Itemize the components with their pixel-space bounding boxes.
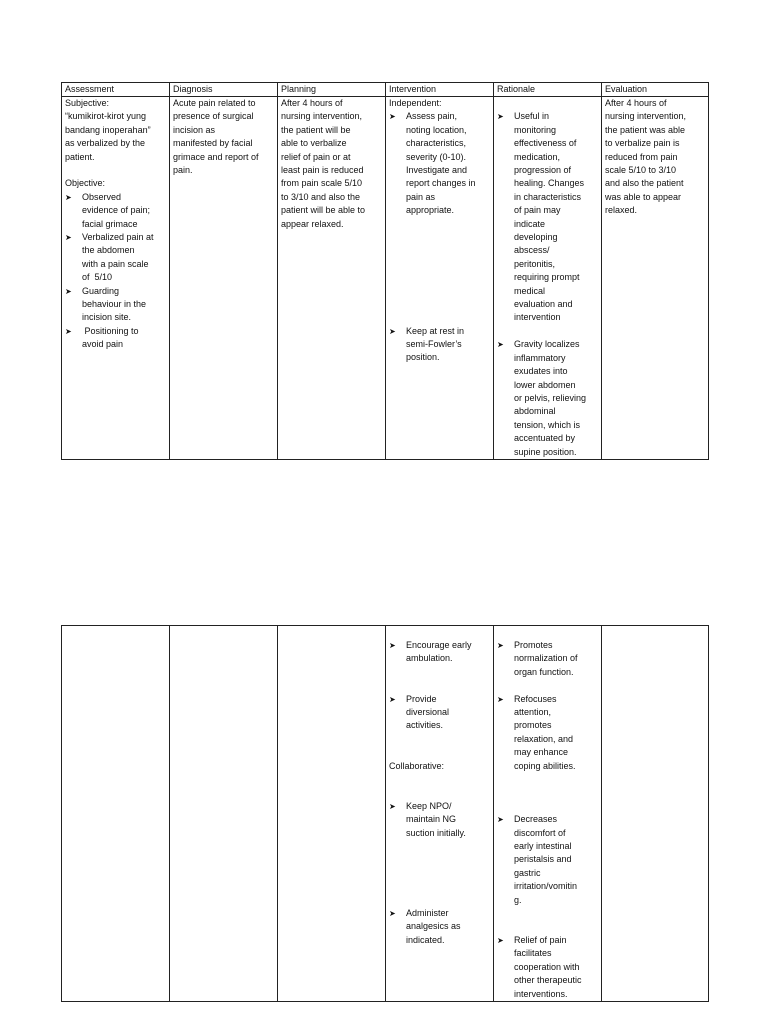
text-line: tension, which is — [514, 419, 581, 430]
independent-label: Independent: — [389, 98, 442, 108]
arrow-bullet-icon: ➤ — [497, 935, 504, 945]
arrow-bullet-icon: ➤ — [389, 694, 396, 704]
diagnosis-cell — [170, 97, 278, 460]
arrow-bullet-icon: ➤ — [497, 815, 504, 825]
text-line: gastric — [514, 867, 541, 878]
collaborative-label: Collaborative: — [389, 760, 445, 771]
text-line: characteristics, — [406, 138, 467, 149]
text-line: Gravity localizes — [514, 339, 580, 350]
text-line: grimace and report of — [173, 151, 259, 162]
arrow-bullet-icon: ➤ — [65, 233, 72, 243]
text-line: facial grimace — [82, 218, 138, 229]
header-rationale: Rationale — [494, 83, 602, 97]
text-line: abdominal — [514, 406, 556, 417]
text-line: manifested by facial — [173, 138, 253, 149]
text-line: Guarding — [82, 285, 120, 296]
text-line: evaluation and — [514, 299, 573, 310]
header-planning: Planning — [278, 83, 386, 97]
text-line: the abdomen — [82, 245, 135, 256]
text-line: ambulation. — [406, 653, 453, 664]
assessment-cell — [62, 97, 170, 460]
intervention-item-analgesics — [389, 907, 491, 947]
text-line: report changes in — [406, 178, 476, 189]
text-line: Verbalized pain at — [82, 232, 154, 243]
intervention-item-diversional — [389, 693, 491, 733]
text-line: monitoring — [514, 124, 557, 135]
arrow-bullet-icon: ➤ — [497, 112, 504, 122]
text-line: position. — [406, 352, 440, 363]
text-line: abscess/ — [514, 245, 550, 256]
text-line: nursing intervention, — [281, 111, 363, 122]
text-line: After 4 hours of — [281, 98, 343, 108]
text-line: scale 5/10 to 3/10 — [605, 165, 677, 176]
arrow-bullet-icon: ➤ — [497, 641, 504, 650]
rationale-cell — [494, 626, 602, 1002]
rationale-item-gravity — [497, 338, 599, 459]
text-line: requiring prompt — [514, 272, 580, 283]
text-line: Relief of pain — [514, 934, 567, 945]
text-line: inflammatory — [514, 352, 566, 363]
arrow-bullet-icon: ➤ — [389, 112, 396, 122]
text-line: medication, — [514, 151, 561, 162]
text-line: noting location, — [406, 124, 467, 135]
arrow-bullet-icon: ➤ — [497, 694, 504, 704]
text-line: Promotes — [514, 640, 553, 650]
text-line: incision site. — [82, 312, 132, 323]
text-line: lower abdomen — [514, 379, 576, 390]
text-line: bandang inoperahan” — [65, 124, 151, 135]
rationale-item-relief-of-pain — [497, 934, 599, 1001]
nursing-care-plan-table — [61, 82, 709, 460]
text-line: supine position. — [514, 446, 577, 457]
text-line: suction initially. — [406, 827, 466, 838]
text-line: Assess pain, — [406, 111, 458, 122]
text-line: irritation/vomitin — [514, 881, 578, 892]
text-line: patient. — [65, 151, 95, 162]
rationale-item-decreases-discomfort — [497, 813, 599, 907]
text-line: Subjective: — [65, 98, 110, 108]
text-line: peristalsis and — [514, 854, 572, 865]
header-assessment: Assessment — [62, 83, 170, 97]
text-line: Decreases — [514, 814, 558, 825]
text-line: relaxation, and — [514, 733, 574, 744]
text-line: to verbalize pain is — [605, 138, 680, 149]
intervention-item-keep-at-rest — [389, 325, 491, 365]
table-row — [62, 626, 709, 1002]
list-item — [65, 325, 167, 352]
text-line: as verbalized by the — [65, 138, 146, 149]
text-line: After 4 hours of — [605, 98, 667, 108]
text-line: Useful in — [514, 111, 550, 122]
list-item — [65, 231, 167, 285]
text-line: Provide — [406, 693, 437, 704]
header-row — [62, 83, 709, 97]
text-line: medical — [514, 285, 546, 296]
text-line: analgesics as — [406, 921, 461, 932]
list-item — [65, 191, 167, 231]
text-line: relaxed. — [605, 205, 638, 216]
arrow-bullet-icon: ➤ — [389, 326, 396, 336]
intervention-item-npo — [389, 800, 491, 840]
text-line: healing. Changes — [514, 178, 585, 189]
text-line: behaviour in the — [82, 299, 147, 310]
text-line: Keep NPO/ — [406, 800, 452, 811]
planning-text — [281, 97, 383, 231]
text-line: and also the patient — [605, 178, 684, 189]
text-line: accentuated by — [514, 433, 576, 444]
arrow-bullet-icon: ➤ — [389, 801, 396, 811]
text-line: of 5/10 — [82, 272, 113, 283]
text-line: nursing intervention, — [605, 111, 687, 122]
text-line: indicated. — [406, 934, 445, 945]
intervention-item-ambulation — [389, 639, 491, 666]
text-line: Positioning to — [82, 325, 139, 336]
text-line: pain as — [406, 191, 436, 202]
text-line: was able to appear — [605, 191, 682, 202]
text-line: developing — [514, 232, 558, 243]
text-line: diversional — [406, 707, 450, 718]
text-line: peritonitis, — [514, 258, 556, 269]
text-line: promotes — [514, 720, 552, 731]
text-line: Refocuses — [514, 693, 557, 704]
text-line: of pain may — [514, 205, 561, 216]
intervention-cell — [386, 97, 494, 460]
text-line: able to verbalize — [281, 138, 347, 149]
evaluation-text — [605, 97, 706, 218]
assessment-cell-empty — [62, 626, 170, 1002]
rationale-item-organ-function — [497, 639, 599, 679]
text-line: presence of surgical — [173, 111, 254, 122]
text-line: in characteristics — [514, 191, 582, 202]
text-line: cooperation with — [514, 961, 580, 972]
arrow-bullet-icon: ➤ — [389, 909, 396, 919]
subjective-text — [65, 97, 167, 164]
text-line: may enhance — [514, 747, 569, 758]
evaluation-cell-empty — [602, 626, 709, 1002]
nursing-care-plan-continuation-table — [61, 625, 709, 1002]
planning-cell-empty — [278, 626, 386, 1002]
intervention-item-assess-pain — [389, 110, 491, 217]
text-line: Encourage early — [406, 640, 472, 650]
text-line: other therapeutic — [514, 975, 582, 986]
table-row — [62, 97, 709, 460]
text-line: appear relaxed. — [281, 218, 344, 229]
text-line: activities. — [406, 720, 444, 731]
text-line: appropriate. — [406, 205, 455, 216]
text-line: the patient was able — [605, 124, 686, 135]
text-line: pain. — [173, 165, 193, 176]
text-line: organ function. — [514, 666, 574, 677]
text-line: Investigate and — [406, 165, 468, 176]
text-line: Observed — [82, 191, 122, 202]
arrow-bullet-icon: ➤ — [65, 286, 72, 296]
text-line: progression of — [514, 165, 572, 176]
text-line: Administer — [406, 908, 449, 919]
text-line: Keep at rest in — [406, 325, 465, 336]
text-line: discomfort of — [514, 827, 566, 838]
text-line: severity (0-10). — [406, 151, 467, 162]
text-line: normalization of — [514, 653, 578, 664]
text-line: intervention — [514, 312, 561, 323]
text-line: exudates into — [514, 366, 568, 377]
diagnosis-text — [173, 97, 275, 177]
text-line: avoid pain — [82, 339, 124, 350]
text-line: to 3/10 and also the — [281, 191, 361, 202]
text-line: facilitates — [514, 948, 552, 959]
objective-label: Objective: — [65, 178, 106, 189]
objective-list — [65, 191, 167, 352]
text-line: Acute pain related to — [173, 98, 256, 108]
text-line: semi-Fowler’s — [406, 339, 462, 350]
planning-cell — [278, 97, 386, 460]
text-line: reduced from pain — [605, 151, 678, 162]
rationale-item-refocuses — [497, 693, 599, 773]
text-line: patient will be able to — [281, 205, 366, 216]
text-line: with a pain scale — [82, 258, 149, 269]
text-line: least pain is reduced — [281, 165, 364, 176]
header-diagnosis: Diagnosis — [170, 83, 278, 97]
text-line: coping abilities. — [514, 760, 576, 771]
text-line: early intestinal — [514, 841, 572, 852]
text-line: the patient will be — [281, 124, 351, 135]
text-line: indicate — [514, 218, 546, 229]
arrow-bullet-icon: ➤ — [389, 641, 396, 650]
diagnosis-cell-empty — [170, 626, 278, 1002]
text-line: evidence of pain; — [82, 205, 151, 216]
text-line: from pain scale 5/10 — [281, 178, 363, 189]
text-line: attention, — [514, 707, 552, 718]
text-line: or pelvis, relieving — [514, 392, 587, 403]
evaluation-cell — [602, 97, 709, 460]
arrow-bullet-icon: ➤ — [65, 192, 72, 202]
text-line: g. — [514, 894, 522, 905]
list-item — [65, 285, 167, 325]
header-evaluation: Evaluation — [602, 83, 709, 97]
rationale-cell — [494, 97, 602, 460]
text-line: incision as — [173, 124, 216, 135]
text-line: effectiveness of — [514, 138, 577, 149]
text-line: maintain NG — [406, 814, 457, 825]
text-line: “kumikirot-kirot yung — [65, 111, 147, 122]
intervention-cell — [386, 626, 494, 1002]
header-intervention: Intervention — [386, 83, 494, 97]
text-line: interventions. — [514, 988, 568, 999]
arrow-bullet-icon: ➤ — [65, 326, 72, 336]
rationale-item-monitoring — [497, 110, 599, 325]
text-line: relief of pain or at — [281, 151, 351, 162]
arrow-bullet-icon: ➤ — [497, 340, 504, 350]
